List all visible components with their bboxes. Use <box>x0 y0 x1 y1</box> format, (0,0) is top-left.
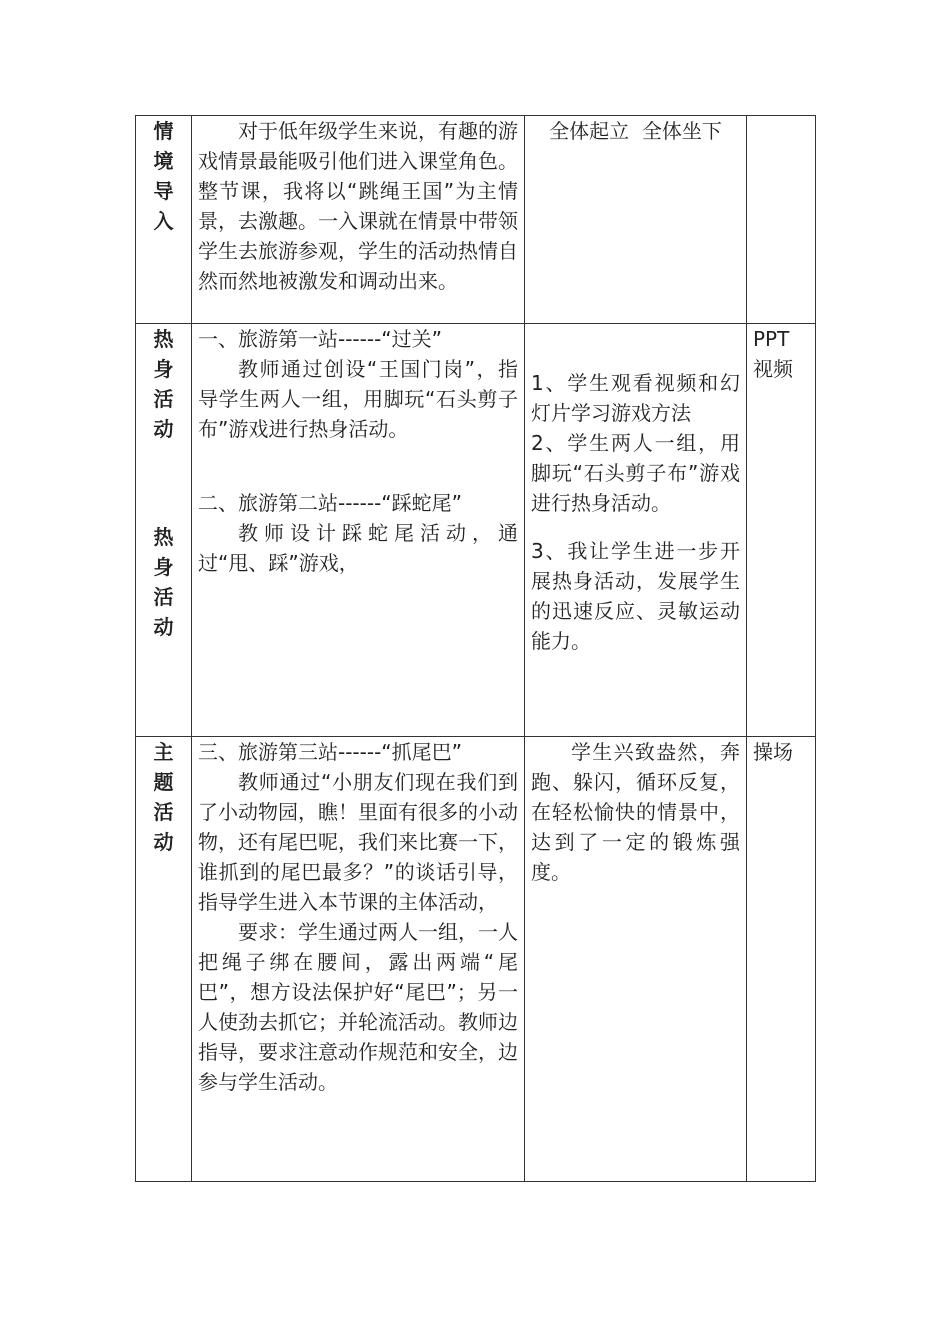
stage-label-top: 热身活动 <box>153 327 174 441</box>
resource-cell <box>747 116 816 324</box>
content-cell <box>192 116 525 324</box>
content-heading: 三、旅游第三站------“抓尾巴” <box>198 740 463 764</box>
stage-cell <box>136 116 192 324</box>
stage-cell <box>136 324 192 737</box>
student-activity-cell <box>525 737 747 1182</box>
content-heading: 二、旅游第二站------“踩蛇尾” <box>198 491 463 515</box>
stage-label-bottom: 热身活动 <box>153 525 174 639</box>
student-activity-item: 1、学生观看视频和幻灯片学习游戏方法 <box>531 371 740 425</box>
resource-text: PPT视频 <box>753 327 793 381</box>
resource-cell <box>747 737 816 1182</box>
resource-text: 操场 <box>753 740 793 764</box>
stage-cell <box>136 737 192 1182</box>
content-cell <box>192 737 525 1182</box>
student-activity-cell <box>525 324 747 737</box>
student-activity-text: 全体起立 全体坐下 <box>549 119 722 143</box>
table-row <box>136 737 816 1182</box>
content-cell <box>192 324 525 737</box>
student-activity-text: 学生兴致盎然，奔跑、躲闪，循环反复，在轻松愉快的情景中，达到了一定的锻炼强度。 <box>531 740 740 884</box>
table-row <box>136 324 816 737</box>
table-row <box>136 116 816 324</box>
content-paragraph: 要求：学生通过两人一组，一人把绳子绑在腰间，露出两端“尾巴”，想方设法保护好“尾巴”；另一人使劲去抓它；并轮流活动。教师边指导，要求注意动作规范和安全，边参与学生活动。 <box>198 920 518 1094</box>
content-paragraph: 教师通过创设“王国门岗”，指导学生两人一组，用脚玩“石头剪子布”游戏进行热身活动。 <box>198 357 518 441</box>
stage-label: 情境导入 <box>153 119 174 233</box>
content-paragraph: 教师通过“小朋友们现在我们到了小动物园，瞧！里面有很多的小动物，还有尾巴呢，我们来比赛一下，谁抓到的尾巴最多？”的谈话引导，指导学生进入本节课的主体活动， <box>198 770 518 914</box>
resource-cell <box>747 324 816 737</box>
student-activity-item: 2、学生两人一组，用脚玩“石头剪子布”游戏进行热身活动。 <box>531 431 740 515</box>
student-activity-item: 3、我让学生进一步开展热身活动，发展学生的迅速反应、灵敏运动能力。 <box>531 539 740 653</box>
content-paragraph: 对于低年级学生来说，有趣的游戏情景最能吸引他们进入课堂角色。整节课，我将以“跳绳王国”为主情景，去激趣。一入课就在情景中带领学生去旅游参观，学生的活动热情自然而然地被激发和调动出来。 <box>198 119 518 293</box>
content-paragraph: 教师设计踩蛇尾活动，通过“甩、踩”游戏， <box>198 521 518 575</box>
stage-label: 主题活动 <box>153 740 174 854</box>
lesson-plan-table <box>135 115 816 1182</box>
content-heading: 一、旅游第一站------“过关” <box>198 327 443 351</box>
student-activity-cell <box>525 116 747 324</box>
